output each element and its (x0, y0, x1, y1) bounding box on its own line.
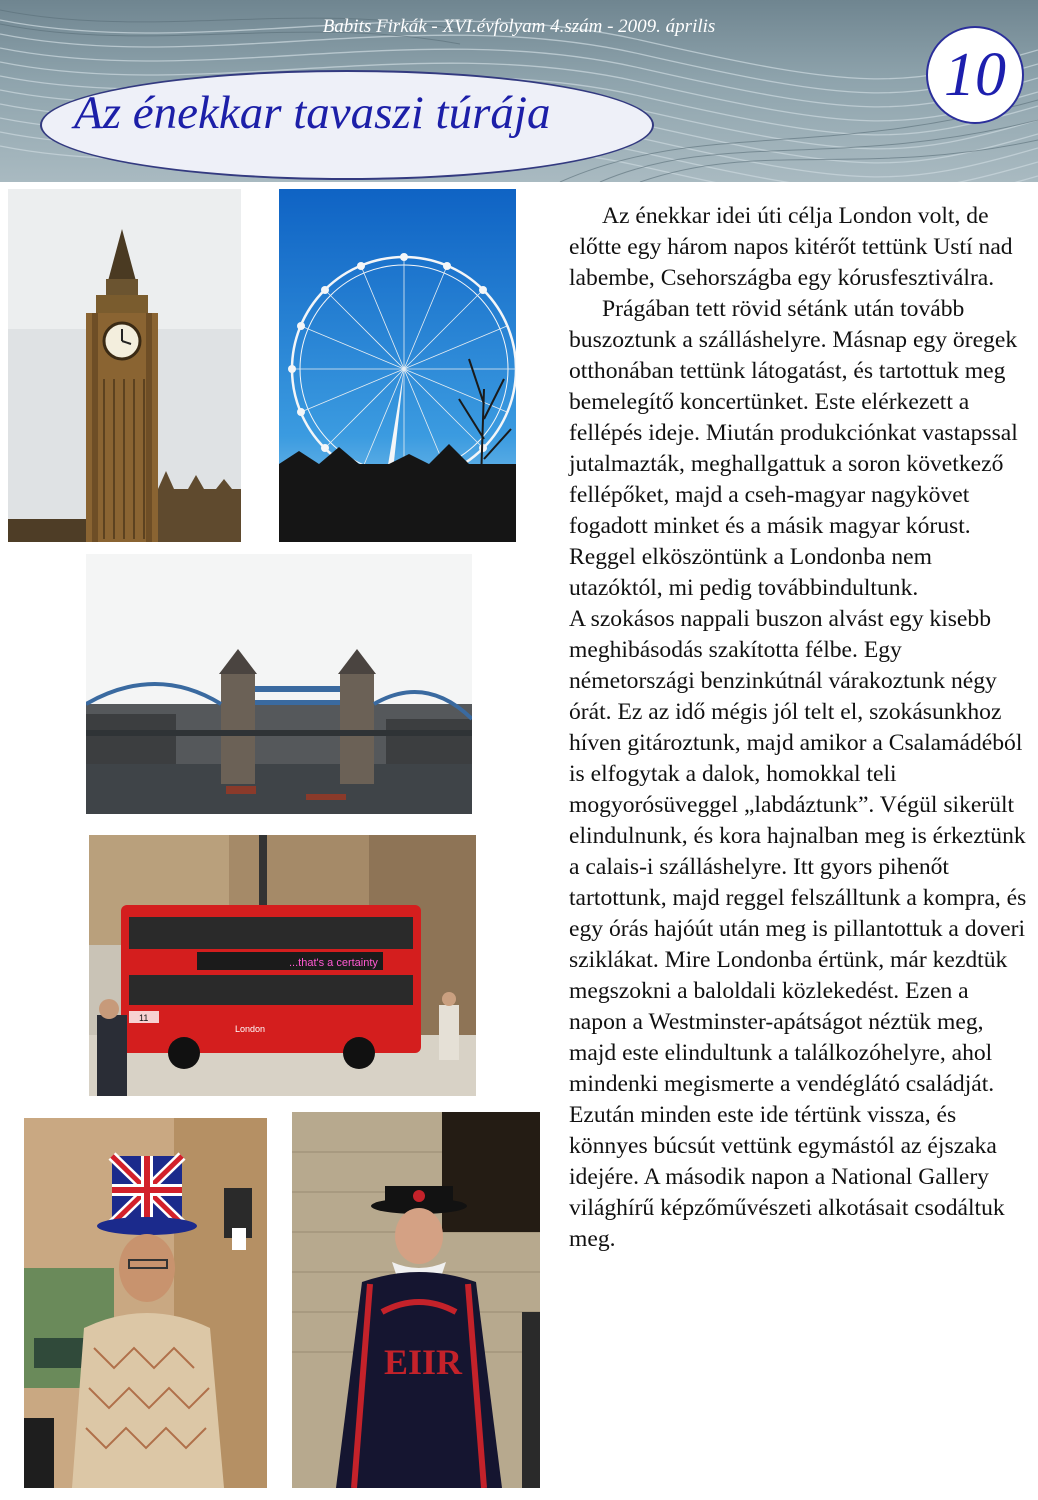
running-title: Babits Firkák - XVI.évfolyam 4.szám - 2009. április (322, 16, 716, 37)
photo-london-eye (279, 189, 516, 542)
page-number: 10 (926, 26, 1024, 124)
beefeater-cipher: EIIR (384, 1342, 463, 1382)
article-paragraph: Az énekkar idei úti célja London volt, de előtte egy három napos kitérőt tettünk Ustí nad labembe, Csehországba egy kórusfesztiválra. (569, 203, 1013, 291)
header-banner (0, 0, 1038, 182)
bus-fleet-text: London (235, 1024, 266, 1034)
article-paragraph: Prágában tett rövid sétánk után tovább buszoztunk a szálláshelyre. Másnap egy öregek otthonában tettünk látogatást, és tartottuk meg bemelegítő koncertünket. Este elérkezett a fellépés ideje. Miután produkciónkat vastapssal jutalmazták, meghallgattuk a soron következő fellépőket, majd a cseh-magyar nagykövet fogadott minket és a másik magyar kórust. Reggel elköszöntünk a Londonba nem utazóktól, mi pedig továbbindultunk. (569, 296, 1018, 601)
photo-union-jack-hat (24, 1118, 267, 1488)
article-body (569, 201, 1029, 1255)
photo-london-bus (89, 835, 476, 1096)
article-title: Az énekkar tavaszi túrája (74, 87, 551, 139)
article-paragraph: A szokásos nappali buszon alvást egy kisebb meghibásodás szakította félbe. Egy németországi benzinkútnál várakoztunk négy órát. Ez az idő mégis jól telt el, szokásunkhoz híven gitároztunk, majd amikor a Csalamádéból is elfogytak a dalok, homokkal teli mogyorósüveggel „labdáztunk”. Végül sikerült elindulnunk, és kora hajnalban meg is érkeztünk a calais-i szálláshelyre. Itt gyors pihenőt tartottunk, majd reggel felszálltunk a kompra, és egy órás hajóút után meg is pillantottuk a doveri sziklákat. Mire Londonba értünk, már kezdtük megszokni a baloldali közlekedést. Ezen a napon a Westminster-apátságot néztük meg, majd este elindultunk a találkozóhelyre, ahol mindenki megismerte a vendéglátó családját. Ezután minden este ide tértünk vissza, és könnyes búcsút vettünk egymástól az éjszaka idejére. A második napon a National Gallery világhírű képzőművészeti alkotásait csodáltuk meg. (569, 606, 1027, 1252)
photo-big-ben (8, 189, 241, 542)
photo-beefeater (292, 1112, 540, 1488)
bus-sign-text: ...that's a certainty (289, 957, 378, 969)
bus-route-number: 11 (139, 1013, 149, 1023)
photo-tower-bridge (86, 554, 472, 814)
